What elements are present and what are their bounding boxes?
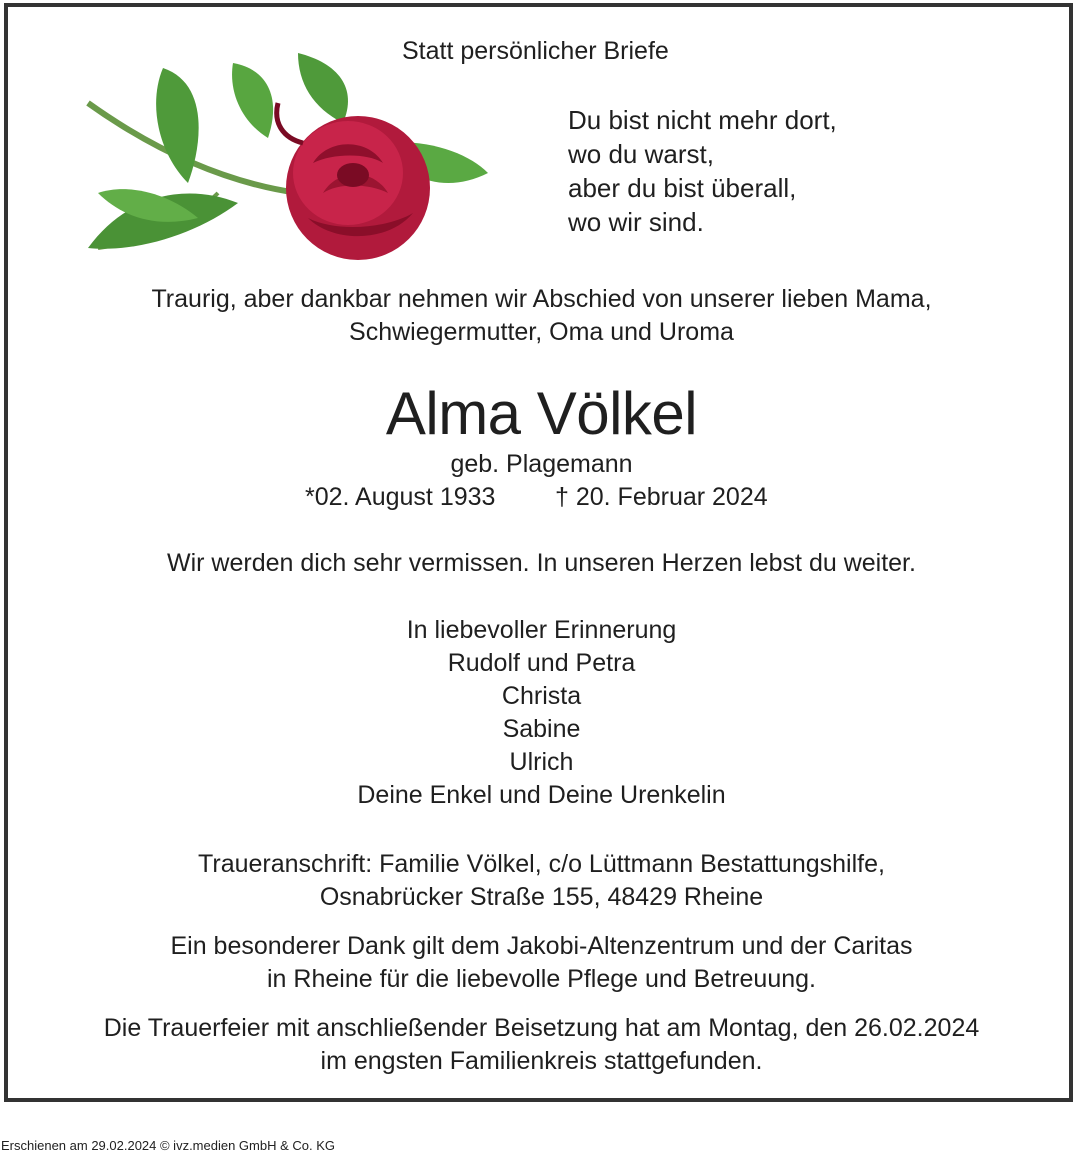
- poem-line: Du bist nicht mehr dort,: [568, 105, 837, 135]
- death-date: † 20. Februar 2024: [555, 483, 768, 511]
- ceremony-line-2: im engsten Familienkreis stattgefunden.: [320, 1047, 763, 1075]
- obituary-frame: [4, 3, 1073, 1102]
- poem: [568, 103, 837, 239]
- birth-date: *02. August 1933: [305, 483, 496, 511]
- mourner-line: In liebevoller Erinnerung: [406, 616, 677, 644]
- mourner-line: Ulrich: [509, 748, 574, 776]
- publication-footer: Erschienen am 29.02.2024 © ivz.medien GmbH & Co. KG: [1, 1138, 336, 1153]
- intro-text: Statt persönlicher Briefe: [402, 37, 669, 65]
- ceremony-line-1: Die Trauerfeier mit anschließender Beisetzung hat am Montag, den 26.02.2024: [103, 1014, 980, 1042]
- farewell-message: Wir werden dich sehr vermissen. In unseren Herzen lebst du weiter.: [167, 549, 916, 577]
- poem-line: wo du warst,: [568, 139, 714, 169]
- thanks-line-2: in Rheine für die liebevolle Pflege und Betreuung.: [267, 965, 816, 993]
- deceased-name: Alma Völkel: [385, 380, 698, 447]
- poem-line: wo wir sind.: [568, 207, 704, 237]
- mourner-line: Deine Enkel und Deine Urenkelin: [357, 781, 726, 809]
- address-line-1: Traueranschrift: Familie Völkel, c/o Lüttmann Bestattungshilfe,: [198, 850, 885, 878]
- mourner-line: Sabine: [502, 715, 581, 743]
- birth-name: geb. Plagemann: [450, 450, 633, 478]
- rose-image: [68, 43, 498, 273]
- mourner-line: Rudolf und Petra: [447, 649, 636, 677]
- announcement-line-1: Traurig, aber dankbar nehmen wir Abschied von unserer lieben Mama,: [151, 285, 932, 313]
- thanks-line-1: Ein besonderer Dank gilt dem Jakobi-Altenzentrum und der Caritas: [170, 932, 913, 960]
- mourner-line: Christa: [501, 682, 582, 710]
- address-line-2: Osnabrücker Straße 155, 48429 Rheine: [319, 883, 764, 911]
- poem-line: aber du bist überall,: [568, 173, 797, 203]
- announcement-line-2: Schwiegermutter, Oma und Uroma: [349, 318, 734, 346]
